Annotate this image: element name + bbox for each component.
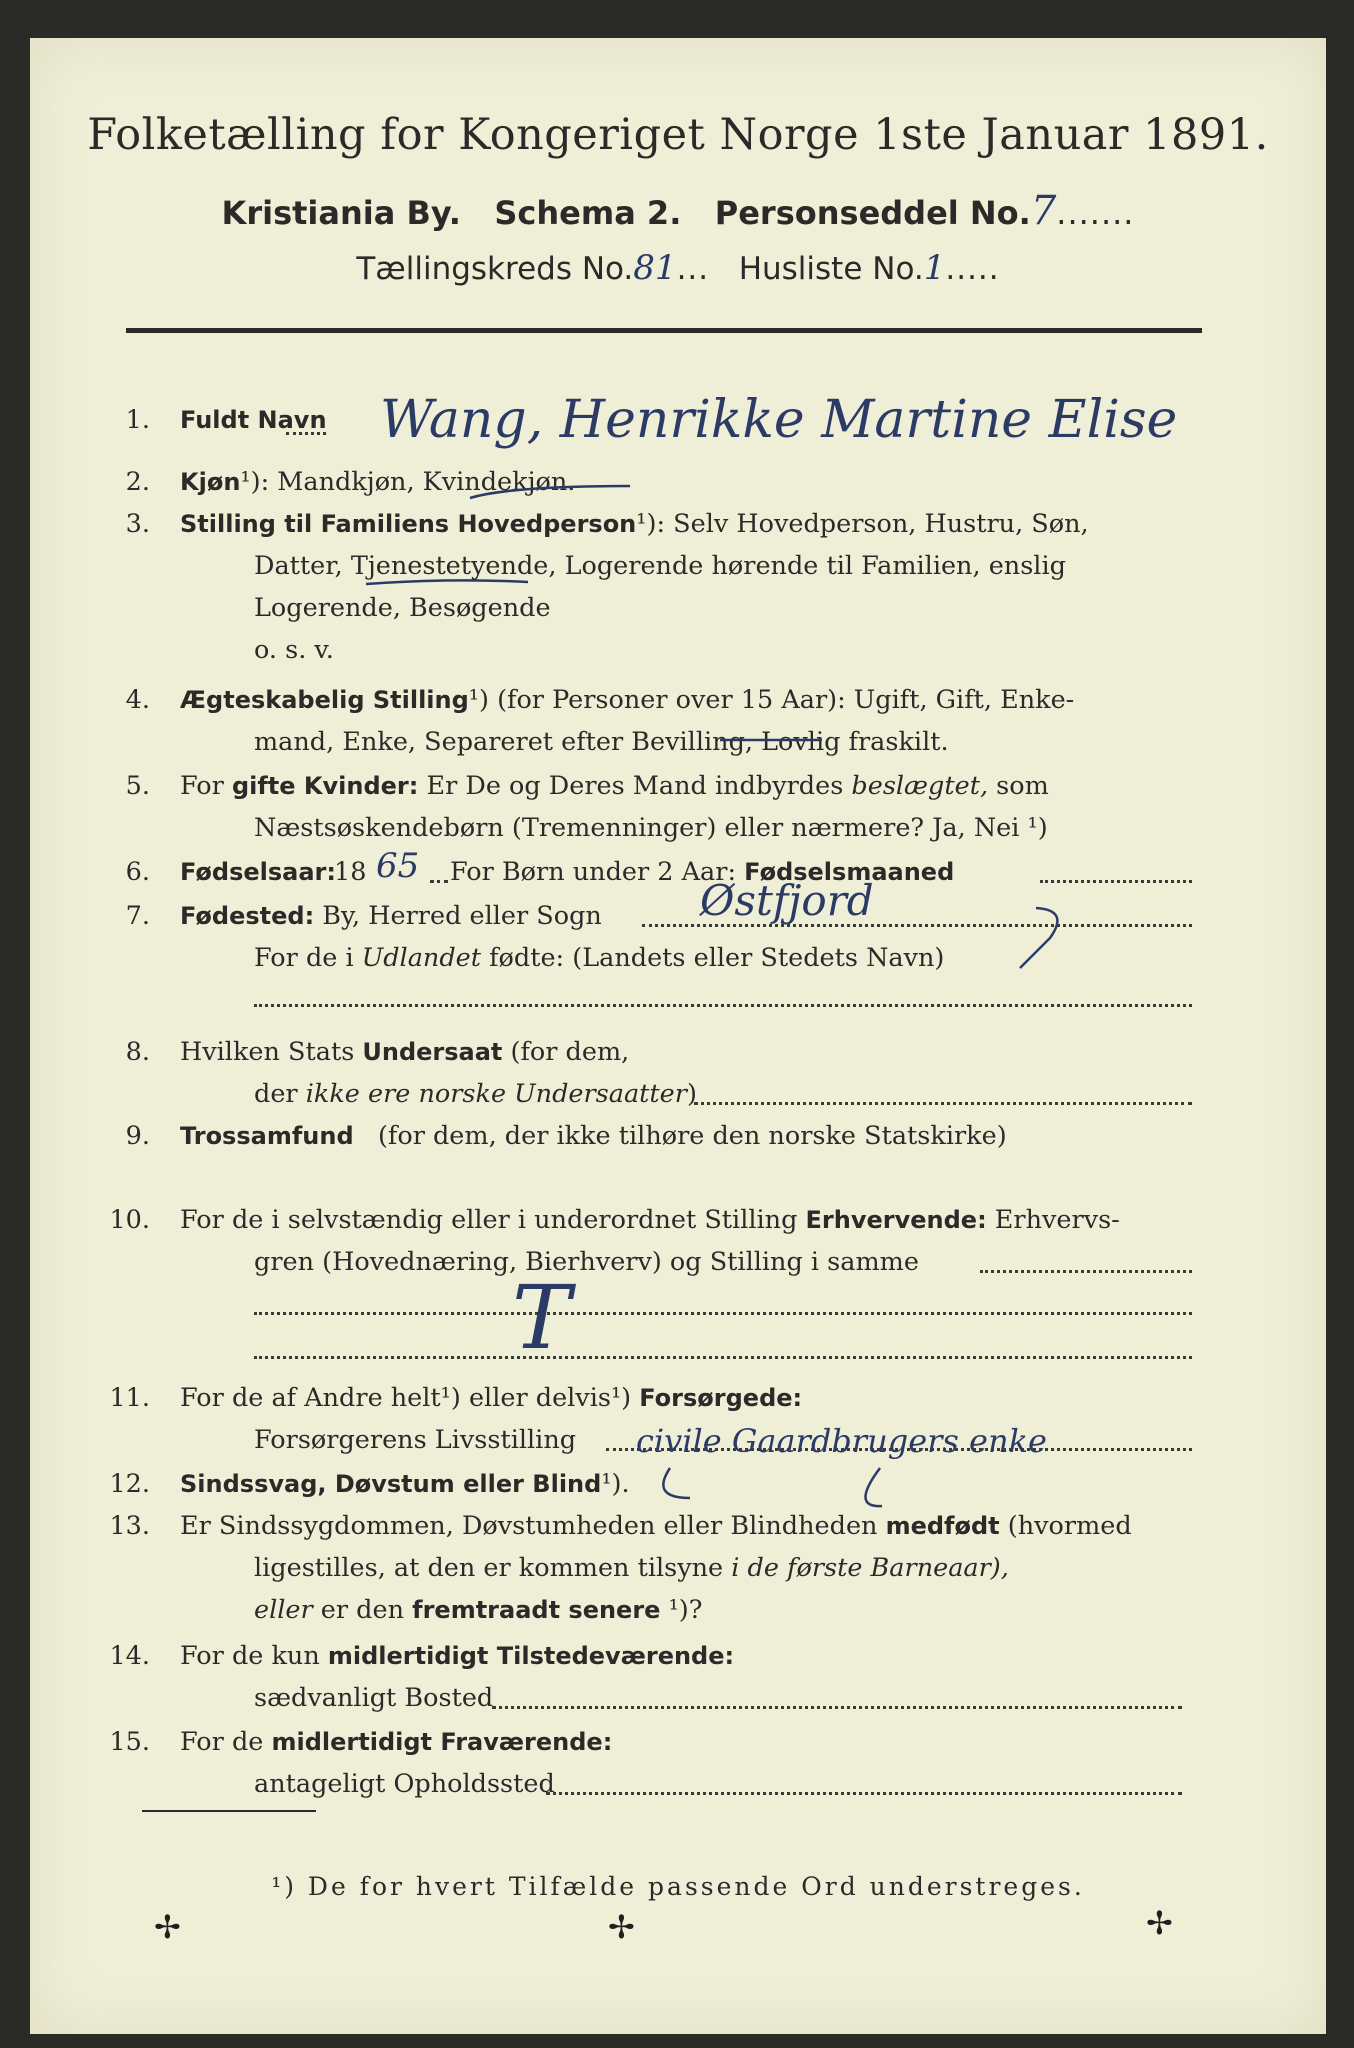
q1-label: Fuldt Navn [180, 406, 327, 434]
q2-options: ¹): Mandkjøn, Kvindekjøn. [240, 467, 576, 497]
q12-label: Sindssvag, Døvstum eller Blind [180, 1470, 602, 1498]
form-subtitle-2: Tællingskreds No.81... Husliste No.1..... [356, 248, 1000, 288]
q5-text-1-italic: beslægtet, [851, 771, 989, 801]
q3-options-2: Datter, Tjenestetyende, Logerende hørende til Familien, enslig [254, 551, 1066, 581]
q2-number: 2. [125, 467, 150, 497]
registration-mark-center: ✢ [608, 1908, 635, 1946]
q12-text: ¹). [601, 1469, 630, 1499]
q6-month-label: Fødselsmaaned [744, 858, 955, 886]
q5-number: 5. [125, 771, 150, 801]
q10-text-2: gren (Hovednæring, Bierhverv) og Stilling i samme [254, 1247, 919, 1277]
q13-number: 13. [109, 1511, 150, 1541]
q11-label: Forsørgede: [639, 1384, 803, 1412]
q13-label: medfødt [885, 1512, 1000, 1540]
form-title: Folketælling for Kongeriget Norge 1ste Januar 1891. [87, 110, 1269, 160]
form-subtitle: Kristiania By. Schema 2. Personseddel No.7....... [221, 188, 1135, 234]
q7-text-2-italic: Udlandet [361, 943, 481, 973]
q9-text: (for dem, der ikke tilhøre den norske Statskirke) [377, 1121, 1007, 1151]
q13-text-1a: Er Sindssygdommen, Døvstumheden eller Blindheden [180, 1511, 878, 1541]
q12-number: 12. [109, 1469, 150, 1499]
q10-text-1b: Erhvervs- [994, 1205, 1120, 1235]
q7-label: Fødested: [180, 902, 315, 930]
q2-label: Kjøn [180, 468, 241, 496]
q8-text-1a: Hvilken Stats [180, 1037, 355, 1067]
q7-text-2b: fødte: (Landets eller Stedets Navn) [489, 943, 945, 973]
q9-number: 9. [125, 1121, 150, 1151]
kreds-label: Tællingskreds No. [356, 251, 634, 287]
q3-options-4: o. s. v. [254, 635, 334, 665]
q8-label: Undersaat [362, 1038, 503, 1066]
q10-text-1a: For de i selvstændig eller i underordnet Stilling [180, 1205, 798, 1235]
q3-options-1: ¹): Selv Hovedperson, Hustru, Søn, [636, 509, 1089, 539]
q9-label: Trossamfund [180, 1122, 354, 1150]
q15-number: 15. [109, 1727, 150, 1757]
schema-label: Schema 2. [494, 194, 682, 232]
city-label: Kristiania By. [221, 194, 461, 232]
handwritten-strokes [30, 38, 1326, 2034]
q5-options-2: Næstsøskendebørn (Tremenninger) eller nærmere? Ja, Nei ¹) [254, 813, 1048, 843]
q14-text-1a: For de kun [180, 1641, 320, 1671]
personseddel-number: 7 [1030, 188, 1057, 234]
q6-label: Fødselsaar: [180, 858, 336, 886]
q8-number: 8. [125, 1037, 150, 1067]
registration-mark-left: ✢ [154, 1908, 181, 1946]
q5-text-1-end: som [996, 771, 1049, 801]
kreds-number: 81 [633, 248, 677, 288]
q8-text-2a: der [254, 1079, 298, 1109]
q14-label: midlertidigt Tilstedeværende: [327, 1642, 735, 1670]
q3-number: 3. [125, 509, 150, 539]
husliste-label: Husliste No. [738, 251, 924, 287]
q6-child-text: For Børn under 2 Aar: [450, 857, 737, 887]
q4-options-2: mand, Enke, Separeret efter Bevilling, Lovlig fraskilt. [254, 727, 949, 757]
census-form-sheet: Folketælling for Kongeriget Norge 1ste Januar 1891. Kristiania By. Schema 2. Personseddel No.7....... Tællingskreds No.81... Husliste No.1..... 1. Fuldt Navn Wang, Henrikke Martine Elise 2. Kjøn¹): Mandkjøn, Kvindekjøn. 3. Stilling til Familiens Hovedperson¹): Selv Hovedperson, Hustru, Søn, Datter, Tjenestetyende, Logerende hørende til Familien, enslig Logerende, Besøgende o. s. v. 4. Ægteskabelig Stilling¹) (for Personer over 15 Aar): Ugift, Gift, Enke- mand, Enke, Separeret efter Bevilling, Lovlig fraskilt. 5. For gifte Kvinder: Er De og Deres Mand indbyrdes beslægtet, som Næstsøskendebørn (Tremenninger) eller nærmere? Ja, Nei ¹) 6. Fødselsaar: 18 For Børn under 2 Aar: Fødselsmaaned 65 7. Fødested: By, Herred eller Sogn Østfjord For de i Udlandet fødte: (Landets eller Stedets Navn) 8. Hvilken Stats Undersaat (for dem, der ikke ere norske Undersaatter) 9. Trossamfund (for dem, der ikke tilhøre den norske Statskirke) 10. For de i selvstændig eller i underordnet Stilling Erhvervende: Erhvervs- gren (Hovednæring, Bierhverv) og Stilling i samme T 11. For de af Andre helt¹) eller delvis¹) Forsørgede: Forsørgerens Livsstilling civile Gaardbrugers enke 12. Sindssvag, Døvstum eller Blind¹). 13. Er Sindssygdommen, Døvstumheden eller Blindheden medfødt (hvormed ligestilles, at den er kommen tilsyne i de første Barneaar), eller er den fremtraadt senere ¹)? 14. For de kun midlertidigt Tilstedeværende: sædvanligt Bosted 15. For de midlertidigt Fraværende: antageligt Opholdssted ¹) De for hvert Tilfælde passende Ord understreges. ✢ ✢ ✢ [30, 38, 1326, 2034]
q4-options-1: ¹) (for Personer over 15 Aar): Ugift, Gift, Enke- [468, 685, 1075, 715]
q10-label: Erhvervende: [805, 1206, 987, 1234]
q5-label-b: gifte Kvinder: [231, 772, 419, 800]
q5-text-1: Er De og Deres Mand indbyrdes [426, 771, 844, 801]
q4-label: Ægteskabelig Stilling [180, 686, 469, 714]
q15-label: midlertidigt Fraværende: [271, 1728, 613, 1756]
q13-text-3a: er den [320, 1595, 405, 1625]
q7-text-2a: For de i [254, 943, 354, 973]
footnote: ¹) De for hvert Tilfælde passende Ord understreges. [271, 1872, 1085, 1901]
q11-answer-occupation: civile Gaardbrugers enke [636, 1422, 1047, 1460]
q6-number: 6. [125, 857, 150, 887]
q15-text-2: antageligt Opholdssted [254, 1769, 555, 1799]
q15-text-1a: For de [180, 1727, 264, 1757]
q6-year-answer: 65 [376, 846, 420, 886]
q6-year-prefix: 18 [334, 857, 367, 887]
q8-text-2-italic: ikke ere norske Undersaatter [305, 1079, 687, 1109]
q13-text-2a: ligestilles, at den er kommen tilsyne [254, 1553, 724, 1583]
q14-text-2: sædvanligt Bosted [254, 1683, 494, 1713]
q7-number: 7. [125, 901, 150, 931]
q11-number: 11. [109, 1383, 150, 1413]
husliste-number: 1 [923, 248, 946, 288]
q3-options-3: Logerende, Besøgende [254, 593, 551, 623]
q7-text-1: By, Herred eller Sogn [322, 901, 602, 931]
registration-mark-right: ✢ [1146, 1904, 1173, 1942]
q1-number: 1. [125, 405, 150, 435]
q11-text-2: Forsørgerens Livsstilling [254, 1425, 577, 1455]
personseddel-label: Personseddel No. [714, 194, 1031, 232]
q11-text-1: For de af Andre helt¹) eller delvis¹) [180, 1383, 632, 1413]
q13-text-3-italic: eller [254, 1595, 313, 1625]
q14-number: 14. [109, 1641, 150, 1671]
q10-answer-mark: T [512, 1266, 571, 1369]
q8-text-1b: (for dem, [510, 1037, 630, 1067]
q13-text-2-italic: i de første Barneaar), [731, 1553, 1009, 1583]
q4-number: 4. [125, 685, 150, 715]
q5-label-a: For [180, 771, 224, 801]
q13-text-3b: ¹)? [668, 1595, 703, 1625]
q13-label-2: fremtraadt senere [412, 1596, 661, 1624]
q13-text-1b: (hvormed [1007, 1511, 1132, 1541]
q10-number: 10. [109, 1205, 150, 1235]
q7-answer-place: Østfjord [700, 876, 874, 925]
q1-answer-name: Wang, Henrikke Martine Elise [380, 390, 1178, 450]
q3-label: Stilling til Familiens Hovedperson [180, 510, 637, 538]
